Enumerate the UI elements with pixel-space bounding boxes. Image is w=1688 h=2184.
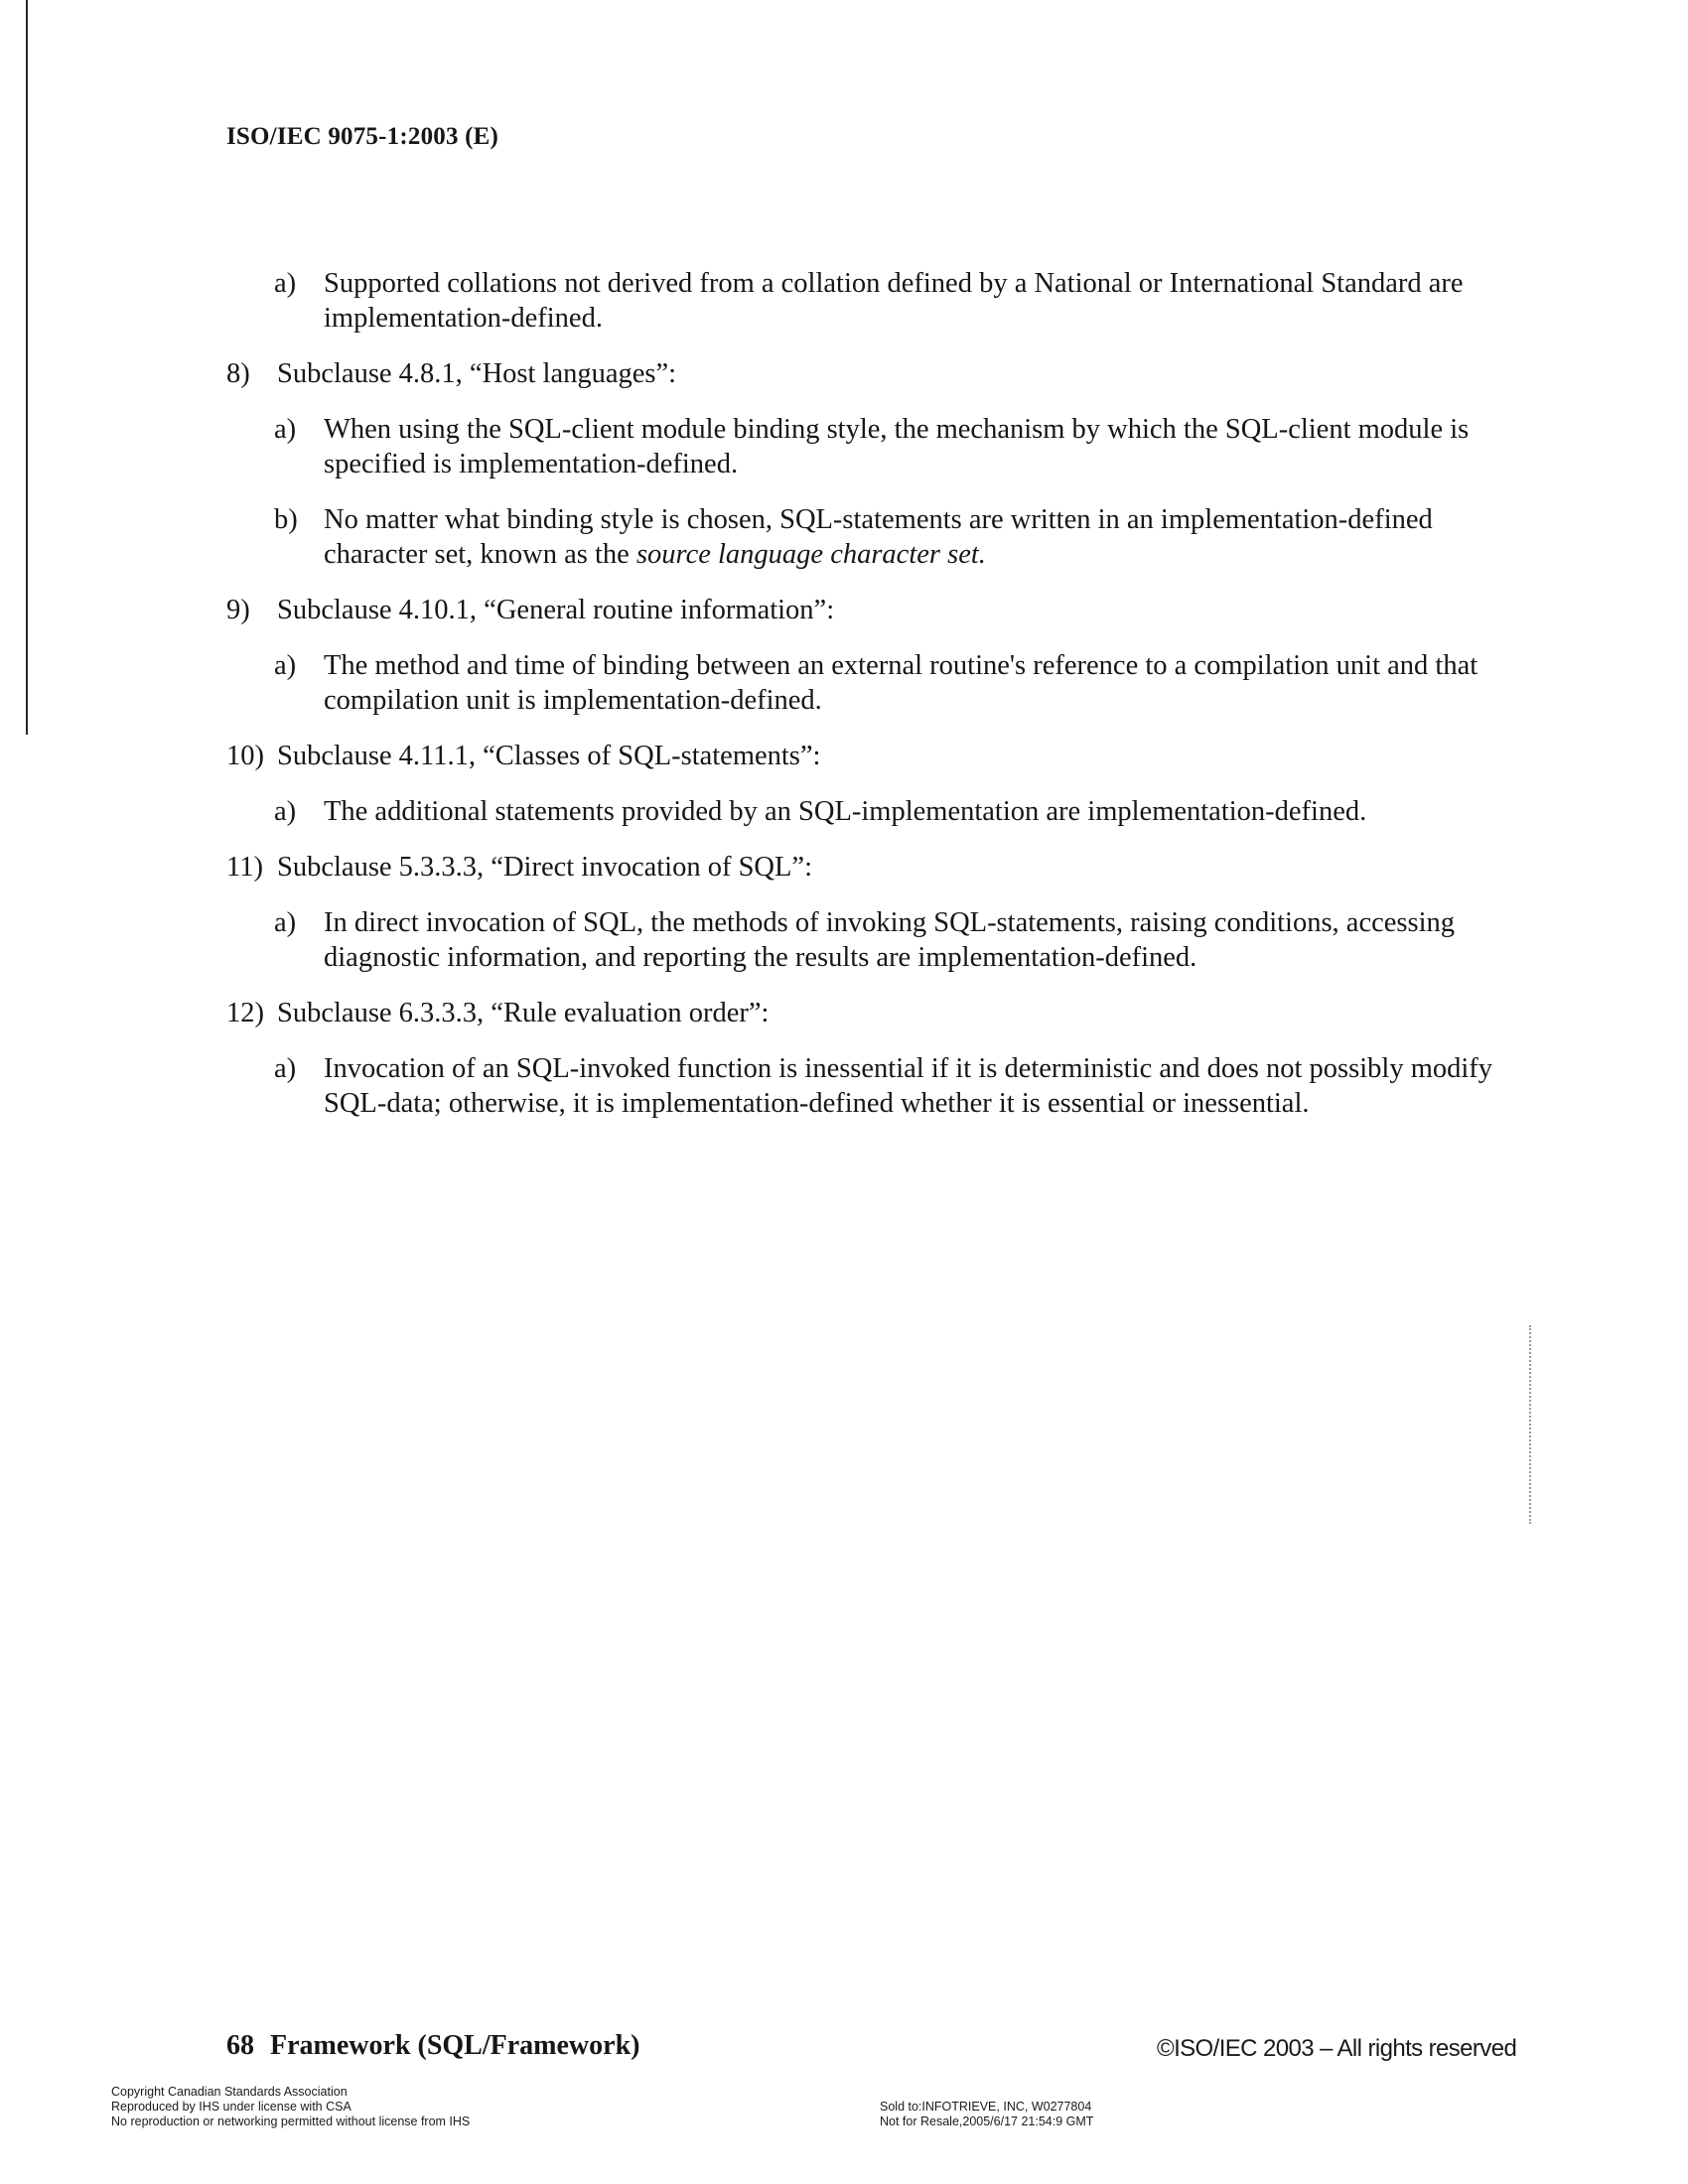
list-item (226, 996, 1507, 1030)
item-number: 11) (226, 852, 263, 883)
subitem-label: a) (274, 796, 297, 827)
sale-line: Not for Resale,2005/6/17 21:54:9 GMT (880, 2115, 1094, 2128)
page-number: 68 (226, 2030, 254, 2061)
license-line: Reproduced by IHS under license with CSA (111, 2100, 352, 2114)
item-number: 9) (226, 595, 250, 625)
item-title: Subclause 6.3.3.3, “Rule evaluation order”: (277, 998, 770, 1028)
license-line: No reproduction or networking permitted without license from IHS (111, 2115, 471, 2128)
list-item (226, 850, 1507, 885)
item-title: Subclause 4.10.1, “General routine information”: (277, 595, 835, 625)
list-item (226, 593, 1507, 627)
sale-line: Sold to:INFOTRIEVE, INC, W0277804 (880, 2100, 1092, 2114)
subitem-label: a) (274, 268, 297, 299)
subitem-label: a) (274, 414, 297, 445)
list-subitem (274, 266, 1507, 336)
document-body (226, 266, 1507, 1142)
item-number: 10) (226, 741, 264, 771)
subitem-text: In direct invocation of SQL, the methods of invoking SQL-statements, raising conditions, accessing diagnostic information, and reporting the results are implementation-defined. (324, 907, 1455, 973)
scan-dotted-mark (1529, 1325, 1537, 1524)
sale-notice (880, 2100, 1093, 2129)
subitem-text-plain: No matter what binding style is chosen, SQL-statements are written in an implementation-defined character set, known as the (324, 504, 1433, 570)
list-item (226, 739, 1507, 773)
subitem-text: Supported collations not derived from a collation defined by a National or International Standard are implementation-defined. (324, 268, 1464, 334)
item-title: Subclause 4.11.1, “Classes of SQL-statements”: (277, 741, 821, 771)
scan-margin-line (26, 0, 28, 735)
subitem-label: a) (274, 1053, 297, 1084)
subitem-text: The additional statements provided by an SQL-implementation are implementation-defined. (324, 796, 1367, 827)
item-number: 12) (226, 998, 264, 1028)
subitem-text: Invocation of an SQL-invoked function is inessential if it is deterministic and does not possibly modify SQL-data; otherwise, it is implementation-defined whether it is essential or inessential. (324, 1053, 1493, 1119)
list-subitem (274, 794, 1507, 829)
defined-term: source language character set. (635, 539, 986, 570)
subitem-text: The method and time of binding between an external routine's reference to a compilation unit and that compilation unit is implementation-defined. (324, 650, 1478, 716)
list-subitem (274, 648, 1507, 718)
item-title: Subclause 5.3.3.3, “Direct invocation of SQL”: (277, 852, 812, 883)
list-subitem (274, 905, 1507, 975)
list-subitem (274, 1051, 1507, 1121)
document-header: ISO/IEC 9075-1:2003 (E) (226, 123, 499, 150)
copyright-notice: ©ISO/IEC 2003 – All rights reserved (1157, 2035, 1517, 2062)
list-item (226, 356, 1507, 391)
subitem-label: a) (274, 907, 297, 938)
subitem-text (324, 502, 1507, 572)
item-title: Subclause 4.8.1, “Host languages”: (277, 358, 677, 389)
license-notice (111, 2085, 470, 2129)
subitem-label: a) (274, 650, 297, 681)
page-footer-title (226, 2030, 639, 2062)
license-line: Copyright Canadian Standards Association (111, 2085, 348, 2099)
list-subitem (274, 412, 1507, 481)
section-name: Framework (SQL/Framework) (270, 2030, 640, 2061)
list-subitem (274, 502, 1507, 572)
subitem-label: b) (274, 504, 298, 535)
item-number: 8) (226, 358, 250, 389)
subitem-text: When using the SQL-client module binding style, the mechanism by which the SQL-client module is specified is implementation-defined. (324, 414, 1470, 479)
